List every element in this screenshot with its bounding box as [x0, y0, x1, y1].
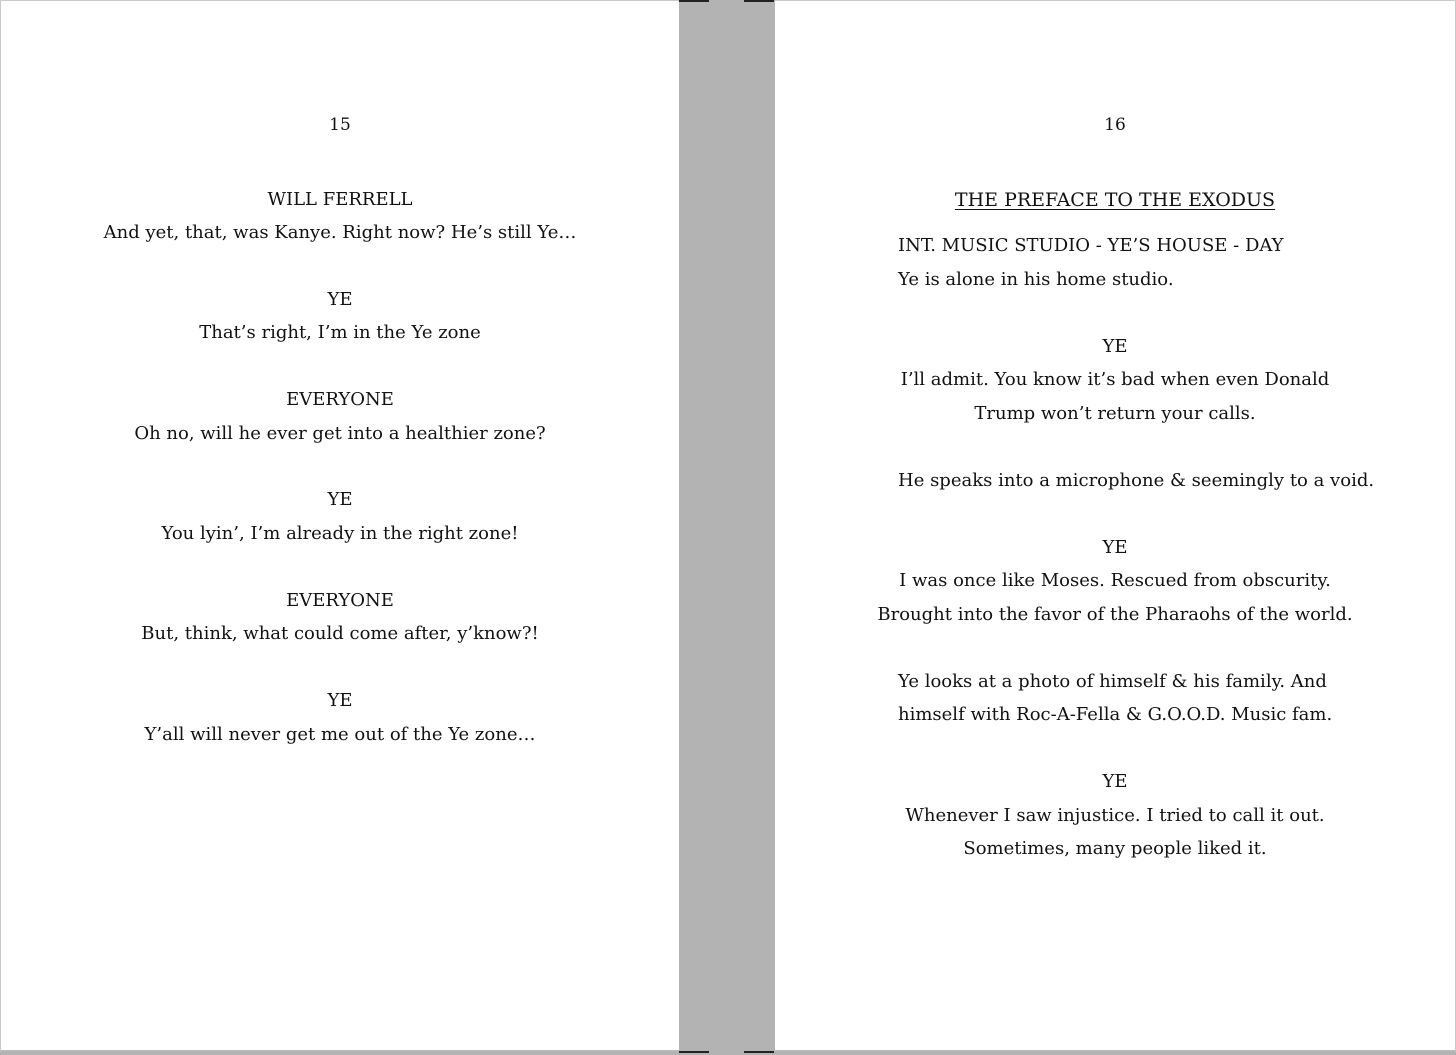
action-line: Ye is alone in his home studio.	[898, 269, 1174, 290]
character-name: EVERYONE	[286, 389, 394, 410]
page-number: 16	[1104, 115, 1126, 135]
dialogue-line: And yet, that, was Kanye. Right now? He’s still Ye…	[103, 222, 577, 243]
character-name: WILL FERRELL	[267, 189, 413, 210]
gutter-corner-mark	[679, 0, 709, 2]
dialogue-line: Brought into the favor of the Pharaohs of the world.	[877, 604, 1353, 625]
action-line: He speaks into a microphone & seemingly to a void.	[898, 470, 1375, 491]
left-page	[0, 0, 679, 1052]
character-name: YE	[1102, 336, 1128, 357]
dialogue-line: That’s right, I’m in the Ye zone	[199, 322, 481, 343]
character-name: YE	[327, 289, 353, 310]
dialogue-line: Whenever I saw injustice. I tried to call it out.	[905, 805, 1325, 826]
page-number: 15	[329, 115, 351, 135]
dialogue-line: Y’all will never get me out of the Ye zone…	[144, 724, 536, 745]
gutter-corner-mark	[744, 1051, 774, 1053]
gutter-corner-mark	[744, 0, 774, 2]
character-name: YE	[1102, 537, 1128, 558]
scene-heading: INT. MUSIC STUDIO - YE’S HOUSE - DAY	[898, 235, 1284, 256]
dialogue-line: Oh no, will he ever get into a healthier zone?	[134, 423, 546, 444]
dialogue-line: Trump won’t return your calls.	[974, 403, 1256, 424]
scene-title: THE PREFACE TO THE EXODUS	[954, 189, 1276, 211]
action-line: Ye looks at a photo of himself & his family. And	[898, 671, 1327, 692]
character-name: EVERYONE	[286, 590, 394, 611]
dialogue-line: You lyin’, I’m already in the right zone!	[161, 523, 519, 544]
page-gutter	[679, 0, 775, 1055]
character-name: YE	[327, 489, 353, 510]
dialogue-line: I’ll admit. You know it’s bad when even Donald	[900, 369, 1330, 390]
character-name: YE	[327, 690, 353, 711]
dialogue-line: But, think, what could come after, y’know?!	[141, 623, 539, 644]
gutter-corner-mark	[679, 1051, 709, 1053]
dialogue-line: I was once like Moses. Rescued from obscurity.	[899, 570, 1331, 591]
character-name: YE	[1102, 771, 1128, 792]
action-line: himself with Roc-A-Fella & G.O.O.D. Music fam.	[898, 704, 1333, 725]
right-page	[775, 0, 1456, 1052]
dialogue-line: Sometimes, many people liked it.	[963, 838, 1267, 859]
